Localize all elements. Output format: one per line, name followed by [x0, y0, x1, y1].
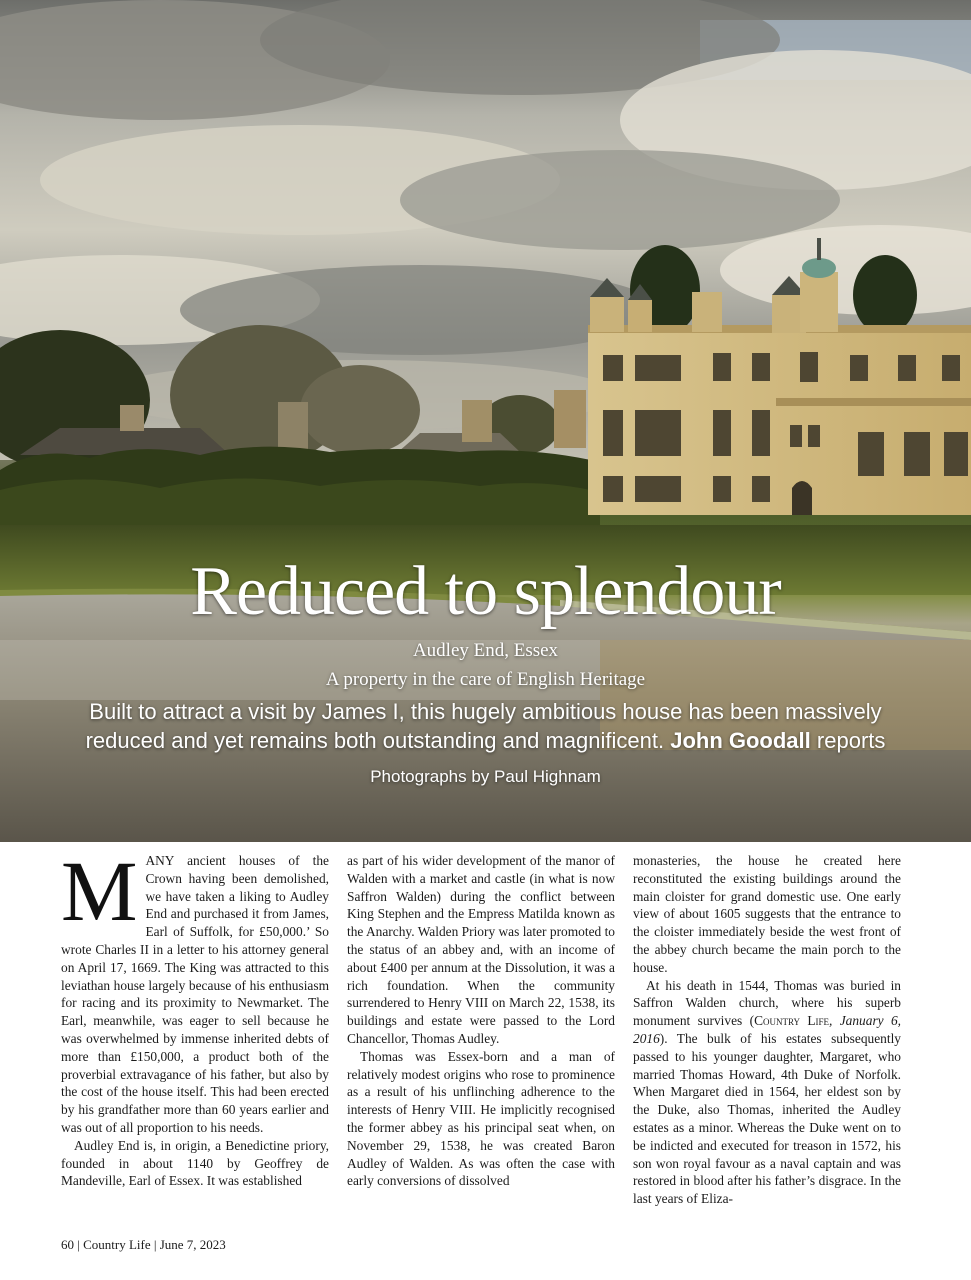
standfirst-text: Built to attract a visit by James I, this hugely ambitious house has been massively reduced and yet remains both outstanding and magnificent. [85, 699, 882, 753]
paragraph: monasteries, the house he created here reconstituted the existing buildings around the main cloister for grand domestic use. One early view of about 1605 suggests that the entrance to the cloister immediately beside the west front of the abbey church became the main porch to the house. [633, 853, 901, 975]
magazine-citation: Country Life [754, 1013, 830, 1029]
paragraph [61, 843, 329, 1137]
column-3 [633, 852, 901, 1208]
headline: Reduced to splendour [190, 553, 781, 630]
standfirst [60, 697, 911, 755]
page-folio: 60 | Country Life | June 7, 2023 [61, 1237, 226, 1252]
paragraph-text: At his death in 1544, Thomas was buried in Saffron Walden church, where his superb monument survives ( [633, 977, 901, 1029]
column-2 [347, 852, 615, 1208]
citation-date: , January 6, 2016 [633, 1013, 901, 1046]
paragraph-text: ANY ancient houses of the Crown having been demolished, we have taken a liking to Audley End and purchased it from James, Earl of Suffolk, for £50,000.’ So wrote Charles II in a letter to his attorney general on April 17, 1669. The King was attracted to this leviathan house largely because of his enthusiasm for racing and its proximity to Newmarket. The Earl, meanwhile, was eager to sell because he was overwhelmed by immense inherited debts of more than £150,000, a product both of the proverbial extravagance of his father, but also by the cost of the house itself. This had been erected by his grandfather more than 60 years earlier and was out of all proportion to his needs. [61, 853, 329, 1135]
paragraph: Thomas was Essex-born and a man of relatively modest origins who rose to prominence as a result of his unflinching adherence to the interests of Henry VIII. He implicitly recognised the former abbey as his principal seat when, on November 29, 1538, he was created Baron Audley of Walden. As was often the case with early conversions of dissolved [347, 1048, 615, 1189]
paragraph-text: ). The bulk of his estates subsequently passed to his younger daughter, Margaret, who married Thomas Howard, 4th Duke of Norfolk. When Margaret died in 1564, her eldest son by the Duke, also Thomas, inherited the Audley estates as a minor. Whereas the Duke went on to be indicted and executed for treason in 1572, his son won royal favour as a naval captain and was restored in blood after his father’s disgrace. In the last years of Eliza- [633, 1030, 901, 1207]
paragraph [633, 977, 901, 1208]
care-line: A property in the care of English Heritage [325, 669, 646, 690]
column-1 [61, 843, 329, 1208]
article-body [61, 843, 901, 1208]
paragraph: Audley End is, in origin, a Benedictine priory, founded in about 1140 by Geoffrey de Mandeville, Earl of Essex. It was established [61, 1137, 329, 1189]
byline-author: John Goodall [670, 728, 811, 753]
byline-suffix: reports [816, 728, 886, 753]
location-line: Audley End, Essex [412, 640, 559, 661]
photo-credit: Photographs by Paul Highnam [370, 767, 601, 786]
drop-cap: M [61, 843, 138, 939]
paragraph: as part of his wider development of the manor of Walden with a market and castle (in what is now Saffron Walden) during the conflict between King Stephen and the Empress Matilda known as the Anarchy. Walden Priory was later promoted to the status of an abbey and, with an income of about £400 per annum at the Dissolution, it was a rich foundation. When the community surrendered to Henry VIII on March 22, 1538, its buildings and estate were passed to the Lord Chancellor, Thomas Audley. [347, 853, 615, 1046]
